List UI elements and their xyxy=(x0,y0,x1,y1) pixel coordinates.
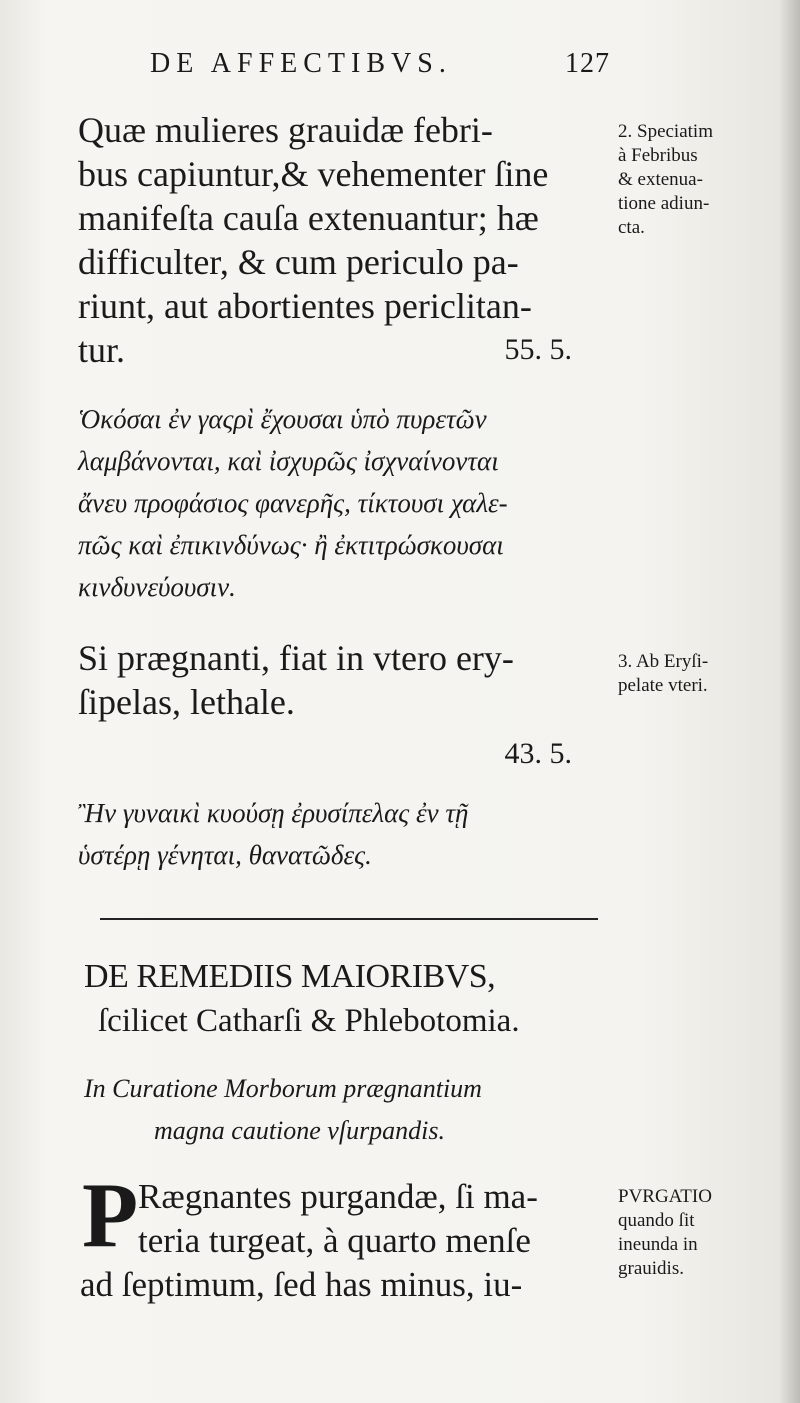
greek-text-1 xyxy=(78,398,608,608)
margin-note-line: grauidis. xyxy=(618,1258,684,1279)
greek-line: κινδυνεύουσιν. xyxy=(78,572,236,602)
latin-line: riunt, aut abortientes periclitan- xyxy=(78,286,532,326)
running-header xyxy=(150,48,610,88)
latin-line: ſipelas, lethale. xyxy=(78,682,295,722)
paragraph-line: Rægnantes purgandæ, ſi ma- xyxy=(138,1177,538,1216)
margin-note-line: ineunda in xyxy=(618,1234,698,1255)
margin-note-line: 2. Speciatim xyxy=(618,121,713,142)
margin-note-line: tione adiun- xyxy=(618,193,710,214)
section-title xyxy=(84,955,624,1043)
page-number: 127 xyxy=(565,48,610,79)
greek-line: πῶς καὶ ἐπικινδύνως· ἢ ἐκτιτρώσκουσαι xyxy=(78,530,504,560)
margin-note-2 xyxy=(618,650,768,698)
subheading-line: magna cautione vſurpandis. xyxy=(154,1116,446,1145)
running-title: DE AFFECTIBVS. xyxy=(150,48,452,79)
margin-note-line: quando ſit xyxy=(618,1210,695,1231)
aphorism-reference: 55. 5. xyxy=(504,333,572,366)
aphorism-2 xyxy=(78,636,608,776)
section-title-line: DE REMEDIIS MAIORIBVS, xyxy=(84,958,496,995)
aphorism-reference: 43. 5. xyxy=(504,737,572,770)
latin-line-end: tur. xyxy=(78,330,126,370)
latin-line: Quæ mulieres grauidæ febri- xyxy=(78,110,493,150)
margin-note-line: 3. Ab Eryſi- xyxy=(618,651,709,672)
margin-note-line: pelate vteri. xyxy=(618,675,708,696)
latin-line: manifeſta cauſa extenuantur; hæ xyxy=(78,198,539,238)
subheading xyxy=(84,1068,624,1152)
section-divider xyxy=(100,918,598,920)
page-edge-shadow xyxy=(778,0,800,1403)
paragraph-line: teria turgeat, à quarto menſe xyxy=(138,1221,531,1260)
greek-text-2 xyxy=(78,792,608,876)
greek-line: λαμβάνονται, καὶ ἰσχυρῶς ἰσχναίνονται xyxy=(78,446,499,476)
margin-note-1 xyxy=(618,120,768,240)
margin-note-3 xyxy=(618,1185,768,1281)
margin-note-line: PVRGATIO xyxy=(618,1186,712,1207)
drop-capital: P xyxy=(82,1164,139,1266)
latin-line: bus capiuntur,& vehementer ſine xyxy=(78,154,549,194)
margin-note-line: à Febribus xyxy=(618,145,698,166)
greek-line: ἄνευ προφάσιος φανερῆς, τίκτουσι χαλε- xyxy=(78,488,508,518)
latin-line: Si prægnanti, fiat in vtero ery- xyxy=(78,638,514,678)
paragraph-line: ad ſeptimum, ſed has minus, iu- xyxy=(80,1265,523,1304)
margin-note-line: & extenua- xyxy=(618,169,703,190)
latin-line xyxy=(78,328,608,372)
latin-line: difficulter, & cum periculo pa- xyxy=(78,242,519,282)
margin-note-line: cta. xyxy=(618,217,645,238)
section-title-line: ſcilicet Catharſi & Phlebotomia. xyxy=(98,1003,520,1039)
greek-line: ὑστέρῃ γένηται, θανατῶδες. xyxy=(78,840,372,870)
subheading-line: In Curatione Morborum prægnantium xyxy=(84,1074,482,1103)
greek-line: Ὁκόσαι ἐν γαςρὶ ἔχουσαι ὑπὸ πυρετῶν xyxy=(78,404,487,434)
aphorism-1 xyxy=(78,108,608,372)
final-paragraph xyxy=(80,1175,610,1307)
greek-line: Ἢν γυναικὶ κυούσῃ ἐρυσίπελας ἐν τῇ xyxy=(78,798,469,828)
